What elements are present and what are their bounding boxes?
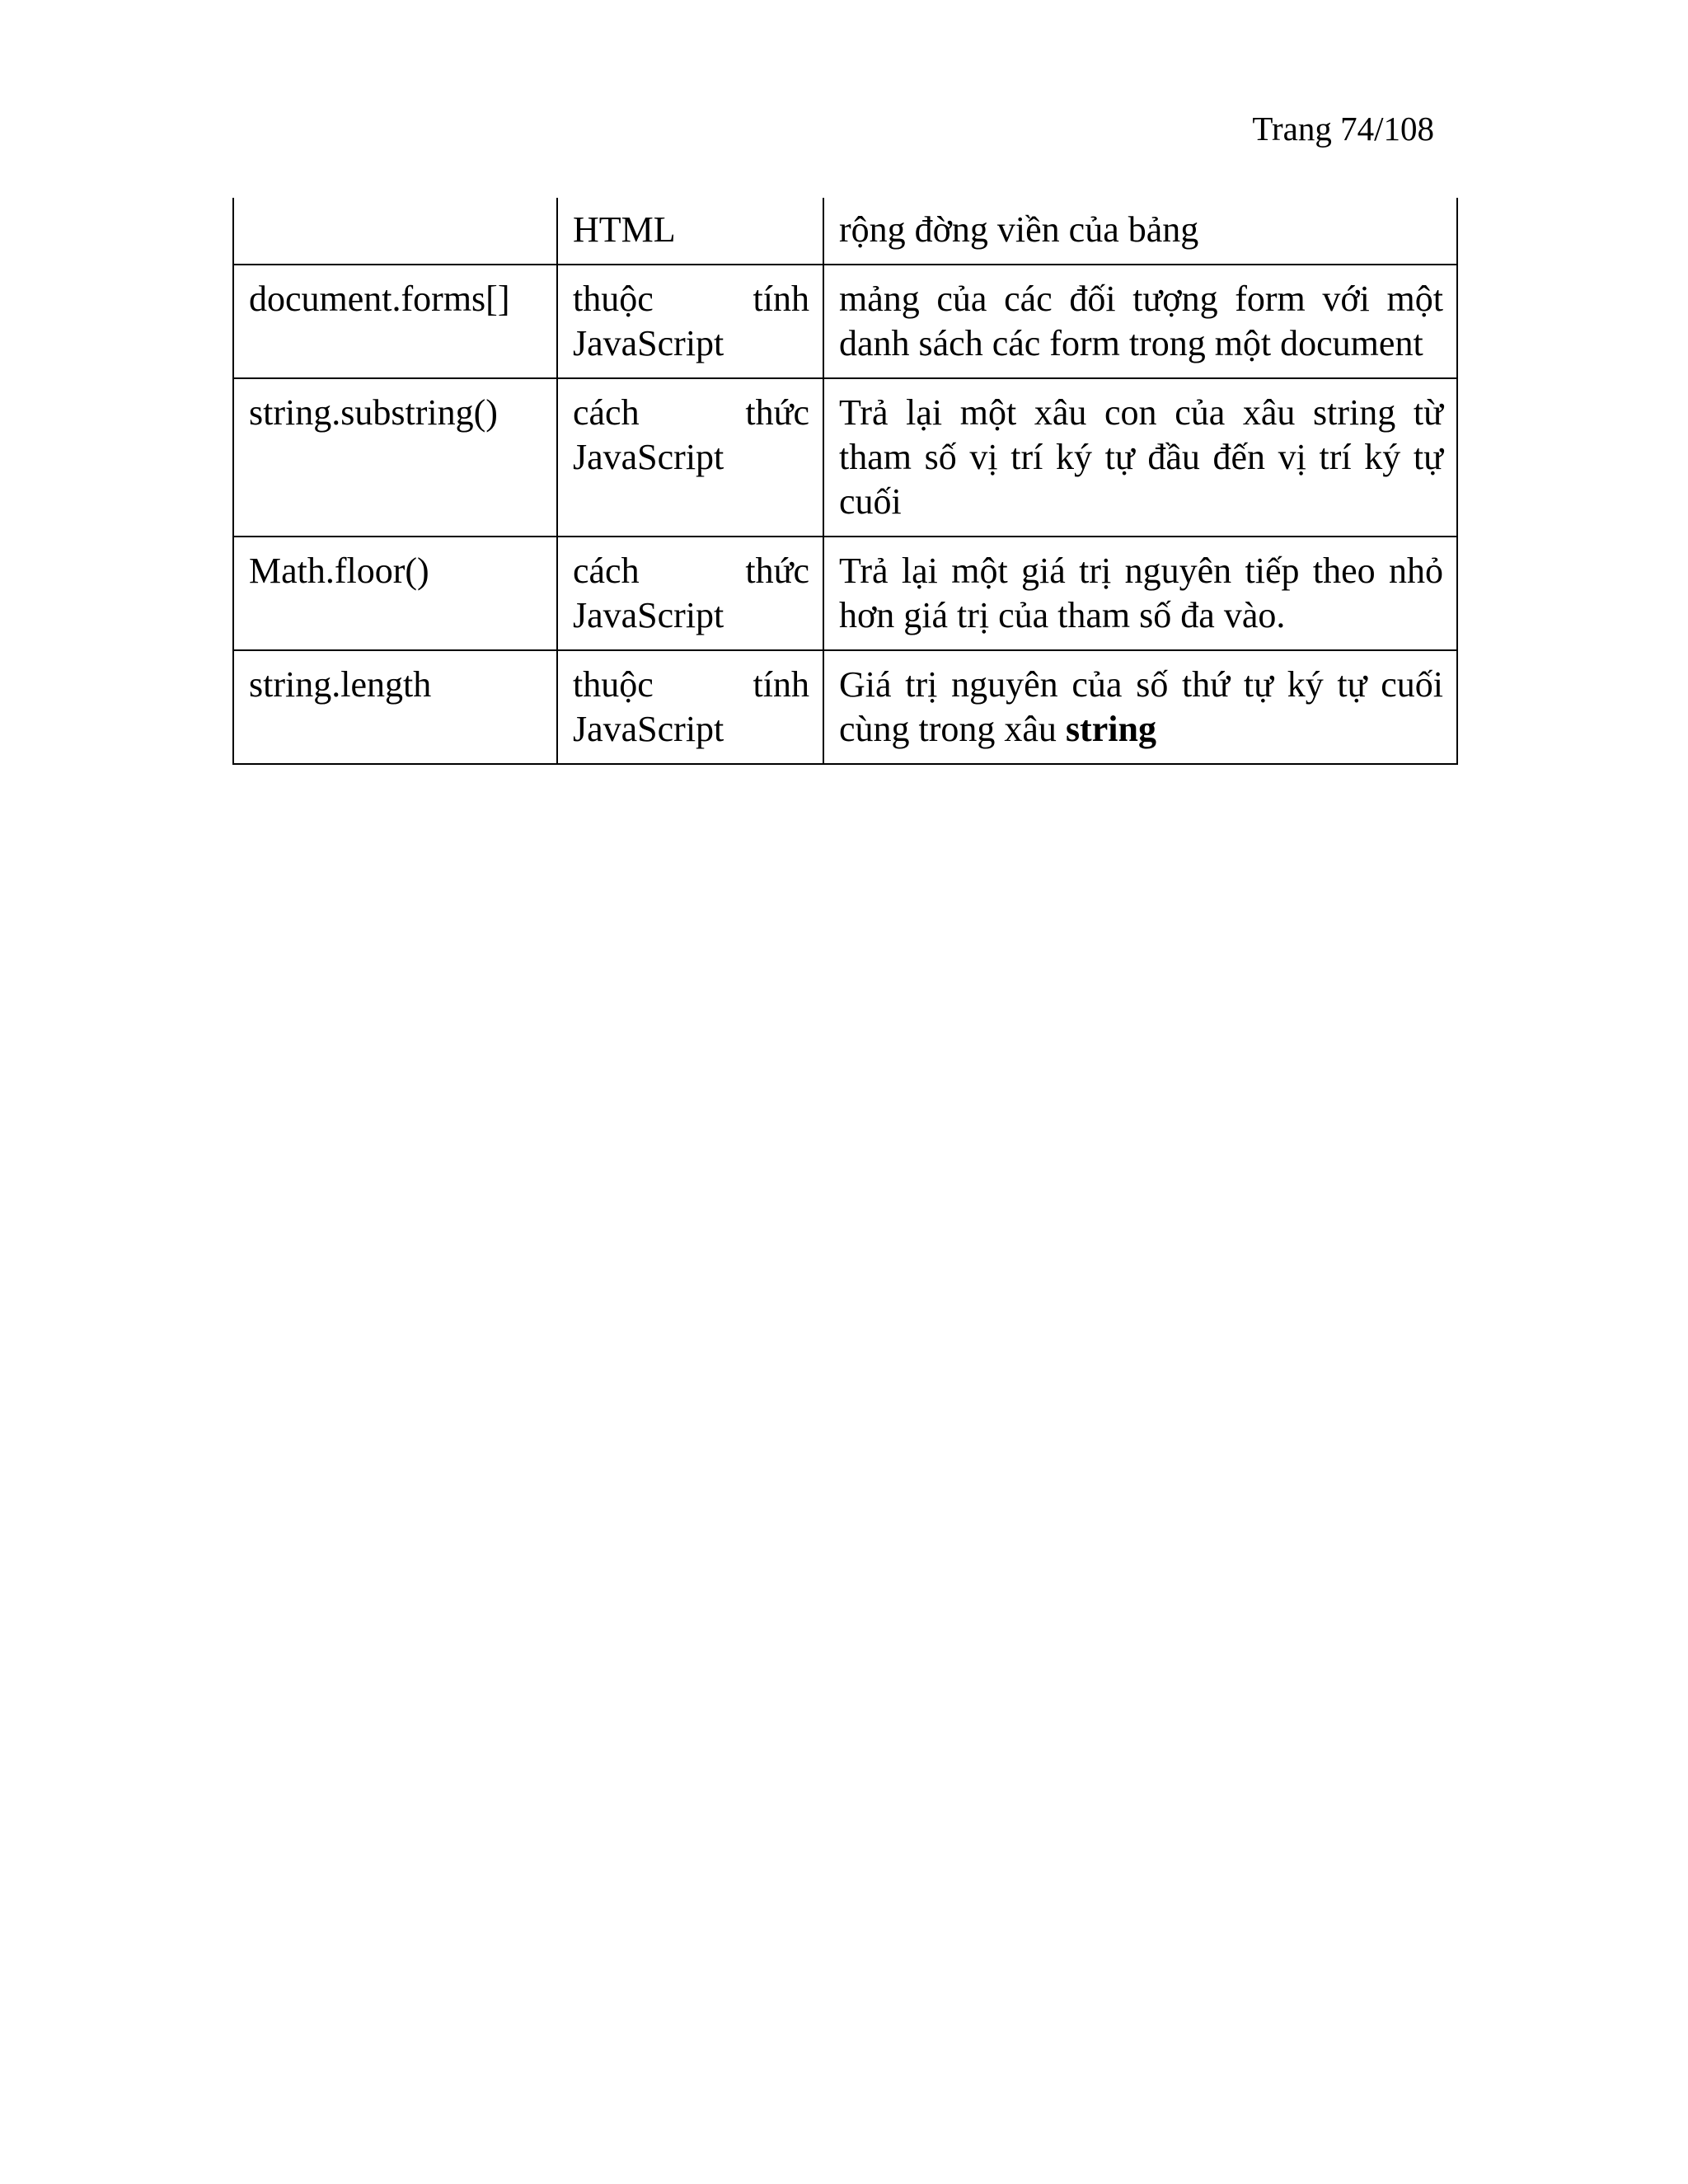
type-language: JavaScript xyxy=(573,323,724,363)
name-cell: Math.floor() xyxy=(233,537,557,650)
type-cell: HTML xyxy=(557,198,823,265)
table-row xyxy=(233,650,1457,764)
type-word: thức xyxy=(745,392,809,433)
table-row xyxy=(233,265,1457,378)
name-cell: string.length xyxy=(233,650,557,764)
description-cell: rộng đờng viền của bảng xyxy=(823,198,1457,265)
reference-table xyxy=(232,198,1458,765)
type-word: tính xyxy=(753,279,809,319)
name-cell: document.forms[] xyxy=(233,265,557,378)
name-cell: string.substring() xyxy=(233,378,557,537)
type-cell xyxy=(557,537,823,650)
description-cell xyxy=(823,650,1457,764)
name-cell xyxy=(233,198,557,265)
bold-term: string xyxy=(1065,709,1156,749)
type-word: thuộc xyxy=(573,664,654,705)
type-word: tính xyxy=(753,664,809,705)
description-cell: Trả lại một xâu con của xâu string từ tham số vị trí ký tự đầu đến vị trí ký tự cuối xyxy=(823,378,1457,537)
type-cell xyxy=(557,378,823,537)
description-text: Giá trị nguyên của số thứ tự ký tự cuối cùng trong xâu xyxy=(839,664,1443,749)
type-language: JavaScript xyxy=(573,437,724,477)
page-number: Trang 74/108 xyxy=(1252,110,1434,148)
type-cell xyxy=(557,650,823,764)
type-language: JavaScript xyxy=(573,595,724,635)
type-cell xyxy=(557,265,823,378)
type-word: thuộc xyxy=(573,279,654,319)
table-row xyxy=(233,198,1457,265)
table-row xyxy=(233,537,1457,650)
type-word: cách xyxy=(573,551,640,591)
type-word: cách xyxy=(573,392,640,433)
description-cell: mảng của các đối tượng form với một danh sách các form trong một document xyxy=(823,265,1457,378)
type-language: JavaScript xyxy=(573,709,724,749)
description-cell: Trả lại một giá trị nguyên tiếp theo nhỏ hơn giá trị của tham số đa vào. xyxy=(823,537,1457,650)
table-row xyxy=(233,378,1457,537)
type-word: thức xyxy=(745,551,809,591)
